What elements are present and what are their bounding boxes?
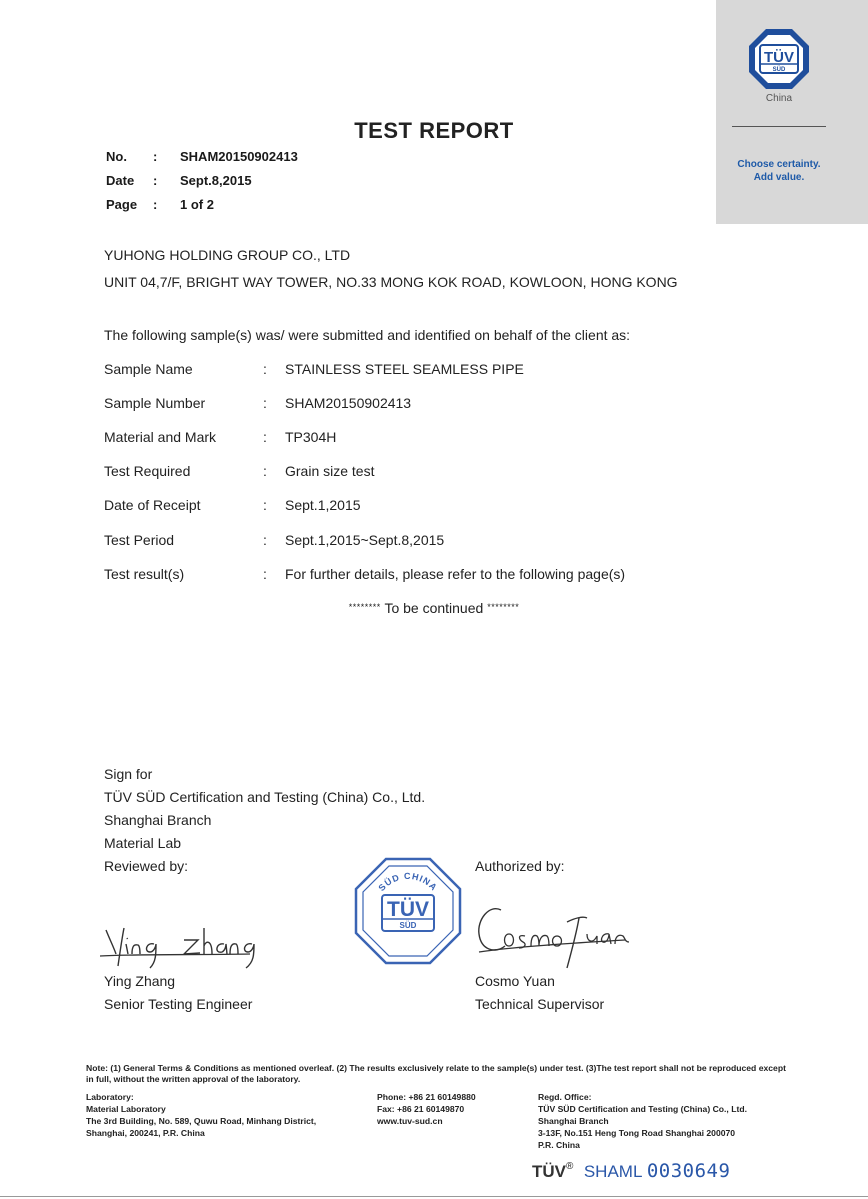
- reviewer-name: Ying Zhang: [104, 973, 176, 989]
- reviewed-by-label: Reviewed by:: [104, 858, 189, 874]
- field-colon: :: [263, 429, 267, 445]
- field-colon: :: [263, 566, 267, 582]
- report-number: SHAM20150902413: [180, 149, 298, 164]
- field-colon: :: [263, 532, 267, 548]
- serial-prefix: SHAML: [583, 1162, 643, 1181]
- footer-office: [538, 1091, 798, 1151]
- authorizer-title: Technical Supervisor: [475, 996, 605, 1012]
- meta-label-page: Page: [106, 197, 138, 212]
- continued-stars-left: ********: [348, 602, 381, 612]
- meta-label-date: Date: [106, 173, 135, 188]
- footer-office-country: P.R. China: [538, 1140, 580, 1150]
- reviewer-signature: [100, 918, 260, 974]
- field-label-date-of-receipt: Date of Receipt: [104, 497, 201, 513]
- footer-lab-city: Shanghai, 200241, P.R. China: [86, 1128, 205, 1138]
- report-page: 1 of 2: [180, 197, 214, 212]
- svg-text:SÜD: SÜD: [772, 67, 786, 73]
- footer-lab-address: The 3rd Building, No. 589, Quwu Road, Minhang District,: [86, 1116, 317, 1126]
- intro-text: The following sample(s) was/ were submitted and identified on behalf of the client as:: [104, 327, 631, 343]
- meta-colon: :: [153, 173, 158, 188]
- footer-laboratory: [86, 1091, 366, 1139]
- field-value-date-of-receipt: Sept.1,2015: [285, 497, 361, 513]
- tuv-seal-stamp: [352, 855, 464, 967]
- field-label-material: Material and Mark: [104, 429, 217, 445]
- field-colon: :: [263, 463, 267, 479]
- authorizer-name: Cosmo Yuan: [475, 973, 555, 989]
- sign-lab: Material Lab: [104, 835, 182, 851]
- field-value-test-period: Sept.1,2015~Sept.8,2015: [285, 532, 445, 548]
- brand-slogan-line1: Choose certainty.: [737, 159, 821, 170]
- field-value-sample-name: STAINLESS STEEL SEAMLESS PIPE: [285, 361, 524, 377]
- footer-phone: Phone: +86 21 60149880: [377, 1092, 476, 1102]
- registered-mark: ®: [566, 1161, 574, 1172]
- continued-stars-right: ********: [487, 602, 520, 612]
- report-date: Sept.8,2015: [180, 173, 252, 188]
- reviewer-title: Senior Testing Engineer: [104, 996, 253, 1012]
- serial-number-block: [532, 1160, 730, 1190]
- footer-website: www.tuv-sud.cn: [377, 1116, 443, 1126]
- field-label-test-period: Test Period: [104, 532, 175, 548]
- page-bottom-edge: [0, 1196, 868, 1197]
- field-value-test-required: Grain size test: [285, 463, 375, 479]
- footer-office-address: 3-13F, No.151 Heng Tong Road Shanghai 200070: [538, 1128, 736, 1138]
- sign-branch: Shanghai Branch: [104, 812, 212, 828]
- brand-country: China: [765, 93, 793, 104]
- svg-text:SÜD: SÜD: [399, 921, 417, 930]
- brand-slogan-line2: Add value.: [753, 172, 805, 183]
- footer-office-company: TÜV SÜD Certification and Testing (China) Co., Ltd.: [538, 1104, 747, 1114]
- svg-text:TÜV: TÜV: [387, 898, 429, 921]
- field-value-test-results: For further details, please refer to the following page(s): [285, 566, 626, 582]
- svg-text:SÜD CHINA: SÜD CHINA: [376, 870, 440, 893]
- meta-colon: :: [153, 197, 158, 212]
- footer-fax: Fax: +86 21 60149870: [377, 1104, 465, 1114]
- footer-office-heading: Regd. Office:: [538, 1092, 592, 1102]
- serial-number: 0030649: [646, 1160, 731, 1182]
- field-label-sample-number: Sample Number: [104, 395, 206, 411]
- report-title: TEST REPORT: [354, 118, 514, 143]
- authorizer-signature: [475, 900, 635, 972]
- continued-marker: [0, 600, 868, 616]
- tuv-logo-icon: [746, 26, 812, 92]
- client-name: YUHONG HOLDING GROUP CO., LTD: [104, 247, 351, 263]
- field-value-sample-number: SHAM20150902413: [285, 395, 412, 411]
- meta-label-no: No.: [106, 149, 127, 164]
- authorized-by-label: Authorized by:: [475, 858, 565, 874]
- footer-office-branch: Shanghai Branch: [538, 1116, 609, 1126]
- serial-brand: TÜV: [532, 1162, 566, 1181]
- footer-contact: [377, 1091, 527, 1127]
- footer-note: Note: (1) General Terms & Conditions as mentioned overleaf. (2) The results exclusively relate to the sample(s) under test. (3)The test report shall not be reproduced except in full, without the written approval of the laboratory.: [86, 1063, 786, 1084]
- field-label-test-required: Test Required: [104, 463, 191, 479]
- client-address: UNIT 04,7/F, BRIGHT WAY TOWER, NO.33 MONG KOK ROAD, KOWLOON, HONG KONG: [104, 274, 678, 290]
- svg-text:TÜV: TÜV: [764, 49, 794, 66]
- brand-slogan: [716, 158, 842, 184]
- field-label-test-results: Test result(s): [104, 566, 185, 582]
- field-colon: :: [263, 395, 267, 411]
- field-colon: :: [263, 497, 267, 513]
- sign-company: TÜV SÜD Certification and Testing (China) Co., Ltd.: [104, 789, 426, 805]
- footer-lab-heading: Laboratory:: [86, 1092, 134, 1102]
- brand-panel: [716, 0, 868, 224]
- field-value-material: TP304H: [285, 429, 337, 445]
- meta-colon: :: [153, 149, 158, 164]
- field-colon: :: [263, 361, 267, 377]
- continued-text: To be continued: [384, 600, 484, 616]
- footer-lab-name: Material Laboratory: [86, 1104, 166, 1114]
- sign-for: Sign for: [104, 766, 153, 782]
- field-label-sample-name: Sample Name: [104, 361, 193, 377]
